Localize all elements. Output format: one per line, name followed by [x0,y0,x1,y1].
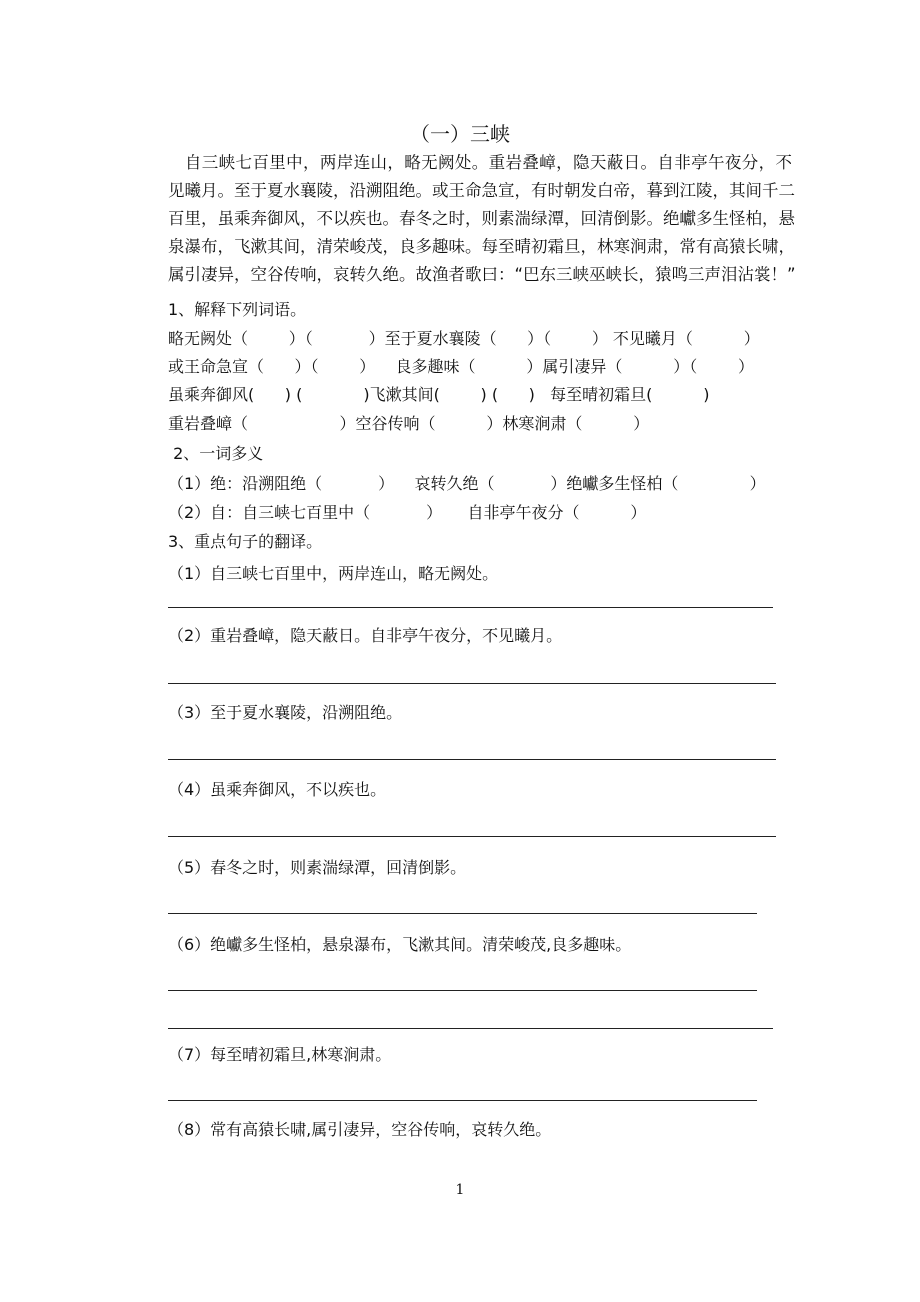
q3-item: （8）常有高猿长啸,属引凄异，空谷传响，哀转久绝。 [168,1120,552,1139]
q3-item: （4）虽乘奔御风，不以疾也。 [168,780,387,799]
answer-line [168,990,757,991]
answer-line [168,1100,757,1101]
q1-row: 或王命急宣（ ）（ ） 良多趣味（ ）属引凄异（ ）（ ） [168,357,754,376]
q3-item: （2）重岩叠嶂，隐天蔽日。自非亭午夜分，不见曦月。 [168,626,563,645]
answer-line [168,913,757,914]
answer-line [168,1028,773,1029]
answer-line [168,759,776,760]
q3-heading: 3、重点句子的翻译。 [168,532,323,551]
q3-item: （6）绝巘多生怪柏，悬泉瀑布，飞漱其间。清荣峻茂,良多趣味。 [168,935,632,954]
passage-line: 泉瀑布，飞漱其间，清荣峻茂，良多趣味。每至晴初霜旦，林寒涧肃，常有高猿长啸， [168,237,795,256]
passage-line: 自三峡七百里中，两岸连山，略无阙处。重岩叠嶂，隐天蔽日。自非亭午夜分，不 [168,153,792,172]
passage-line: 见曦月。至于夏水襄陵，沿溯阻绝。或王命急宣，有时朝发白帝，暮到江陵，其间千二 [168,181,795,200]
q1-heading: 1、解释下列词语。 [168,300,307,319]
q3-item: （1）自三峡七百里中，两岸连山，略无阙处。 [168,564,499,583]
q1-row: 略无阙处（ ）（ ）至于夏水襄陵（ ）（ ） 不见曦月（ ） [168,329,760,348]
page-number: 1 [455,1182,465,1198]
answer-line [168,683,776,684]
q2-row: （2）自：自三峡七百里中（ ） 自非亭午夜分（ ） [168,503,647,522]
q1-row: 重岩叠嶂（ ）空谷传响（ ）林寒涧肃（ ） [168,414,650,433]
answer-line [168,836,776,837]
q3-item: （5）春冬之时，则素湍绿潭，回清倒影。 [168,858,467,877]
q3-item: （7）每至晴初霜旦,林寒涧肃。 [168,1045,392,1064]
q3-item: （3）至于夏水襄陵，沿溯阻绝。 [168,703,403,722]
passage-line: 属引凄异，空谷传响，哀转久绝。故渔者歌曰：“巴东三峡巫峡长，猿鸣三声泪沾裳！” [168,265,796,284]
q2-row: （1）绝：沿溯阻绝（ ） 哀转久绝（ ）绝巘多生怪柏（ ） [168,474,766,493]
q2-heading: 2、一词多义 [168,444,264,463]
page-title: （一）三峡 [410,122,510,146]
passage [168,149,796,289]
answer-line [168,607,773,608]
passage-line: 百里，虽乘奔御风，不以疾也。春冬之时，则素湍绿潭，回清倒影。绝巘多生怪柏，悬 [168,209,795,228]
q1-row: 虽乘奔御风( ) ( )飞漱其间( ) ( ) 每至晴初霜旦( ) [168,385,710,404]
